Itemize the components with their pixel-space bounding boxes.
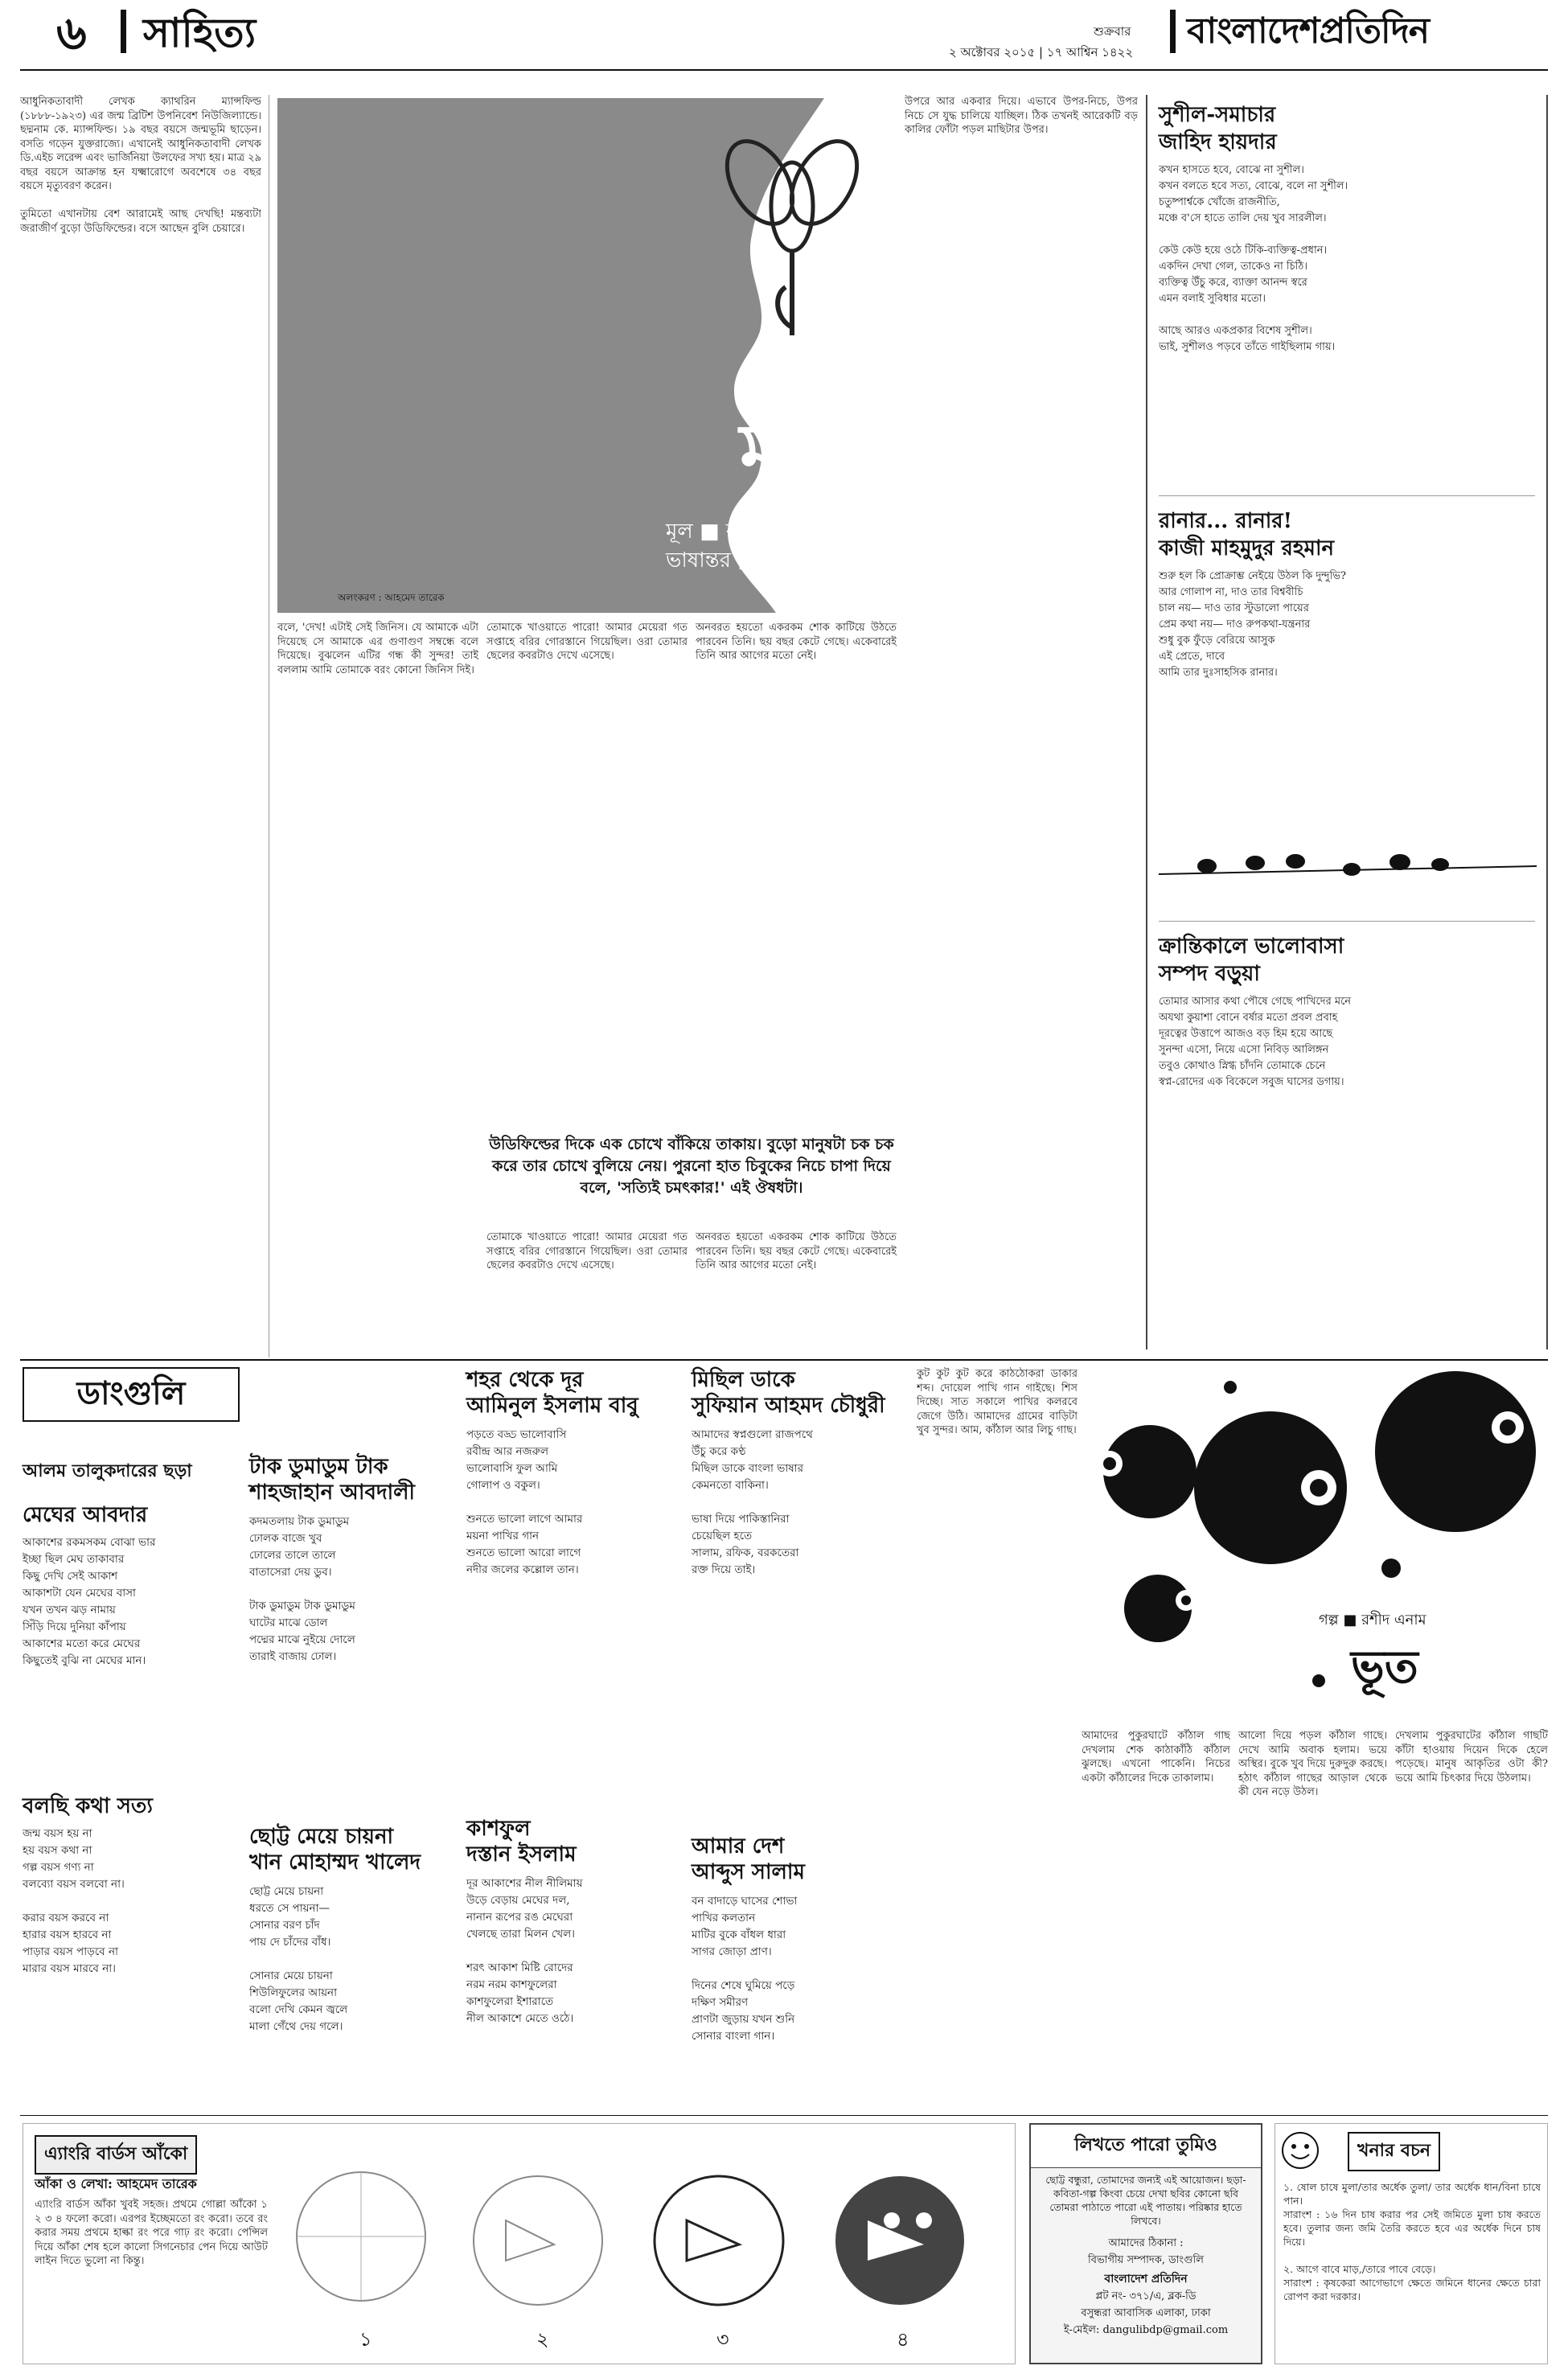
poem-title: কাশফুল (466, 1817, 531, 1841)
story-column: তোমাকে খাওয়াতে পারো! আমার মেয়েরা গত সপ্তাহে বরির গোরস্তানে গিয়েছিল। ওরা তোমার ছেলের কবরটাও দেখে এসেছে। (486, 622, 688, 662)
story-title: মাছি (740, 407, 868, 494)
poem-author: সম্পদ বড়ুয়া (1159, 962, 1260, 986)
address-paper: বাংলাদেশ প্রতিদিন (1104, 2273, 1188, 2286)
poem-body: বন বাদাড়ে ঘাসের শোভা পাখির কলতান মাটির বুকে বাঁধল ধারা সাগর জোড়া প্রাণ। দিনের শেষে ঘুমিয়ে পড়ে দক্ষিণ সমীরণ প্রাণটা জুড়ায় যখন শুনি সোনার বাংলা গান। (692, 1895, 798, 2043)
poem-author: কাজী মাহমুদুর রহমান (1159, 536, 1335, 561)
kids-poem (249, 1454, 458, 1665)
drawing-tutorial (23, 2123, 1016, 2364)
poem-author: খান মোহাম্মদ খালেদ (249, 1850, 421, 1875)
kids-rhyme (23, 1793, 240, 1978)
ghost-eyes-illustration (1077, 1367, 1548, 1713)
poem-title: ছোট্ট মেয়ে চায়না (249, 1825, 394, 1849)
section-rule (20, 1359, 1548, 1361)
header-divider (121, 10, 126, 53)
poem-title: শহর থেকে দূর (466, 1368, 584, 1392)
kids-poem (692, 1367, 909, 1579)
newspaper-masthead: বাংলাদেশপ্রতিদিন (1187, 10, 1429, 51)
birds-on-wire-illustration (1159, 818, 1537, 906)
angry-bird-steps-illustration (281, 2132, 1004, 2357)
story-column: আমাদের পুকুরঘাটে কাঁঠাল গাছ দেখলাম শেক কাঠাকাঁঠি কাঁঠাল ঝুলছে। এখনো পাকেনি। নিচের একটা কাঁঠালের দিকে তাকালাম। (1082, 1730, 1230, 1785)
address-dept: বিভাগীয় সম্পাদক, ডাংগুলি (1088, 2254, 1204, 2266)
story-column: অনবরত হয়তো একরকম শোক কাটিয়ে উঠতে পারবেন তিনি। ছয় বছর কেটে গেছে। একেবারেই তিনি আর আগের মতো নেই। (696, 622, 897, 662)
kids-rhyme (23, 1502, 240, 1670)
poem-author: সুফিয়ান আহমদ চৌধুরী (692, 1394, 885, 1418)
tutorial-credit: আঁকা ও লেখা: আহমেদ তারেক (35, 2176, 197, 2191)
sidebar-poems (1146, 95, 1548, 1349)
poem-body: কখন হাসতে হবে, বোঝে না সুশীল। কখন বলতে হবে সত্য, বোঝে, বলে না সুশীল। চতুষ্পার্শ্বকে খোঁজে রাজনীতি, মঞ্চে ব'সে হাতে তালি দেয় খুব সারলীল। কেউ কেউ হয়ে ওঠে টিকি-ব্যক্তিত্ব-প্রধান। একদিন দেখা গেল, তাকেও না চিঠি। ব্যক্তিত্ব উঁচু করে, ব্যাক্তা আনন্দ স্বরে এমন বলাই সুবিধার মতো। আছে আরও একপ্রকার বিশেষ সুশীল। ভাই, সুশীলও পড়বে তাঁতে গাইছিলাম গায়। (1159, 164, 1348, 353)
address-plot: প্লট নং- ৩৭১/এ, ব্লক-ডি (1095, 2290, 1197, 2302)
header-day: শুক্রবার (1094, 24, 1131, 39)
poem-title: ক্রান্তিকালে ভালোবাসা (1159, 934, 1344, 959)
poem-body: তোমার আসার কথা পৌষে গেছে পাখিদের মনে অযথা কুয়াশা বোনে বর্ষার মতো প্রবল প্রবাহ দূরত্বের উত্তাপে আজও বড় হিম হয়ে আছে সুনন্দা এসো, নিয়ে এসো নিবিড় আলিঙ্গন তবুও কোথাও স্নিগ্ধ চাঁদনি তোমাকে চেনে স্বপ্ন-রোদের এক বিকেলে সবুজ ঘাসের ডগায়। (1159, 996, 1352, 1088)
header-divider (1170, 10, 1176, 53)
poem-body: আমাদের স্বপ্নগুলো রাজপথে উঁচু করে কণ্ঠ মিছিল ডাকে বাংলা ভাষার কেমনতো বাকিনা। ভাষা দিয়ে পাকিস্তানিরা চেয়েছিল হতে সালাম, রফিক, বরকতেরা রক্ত দিয়ে তাই। (692, 1428, 813, 1576)
rhyme-heading: আলম তালুকদারের ছড়া (23, 1460, 192, 1481)
pull-quote: উডিফিল্ডের দিকে এক চোখে বাঁকিয়ে তাকায়। বুড়ো মানুষটা চক চক করে তার চোখে বুলিয়ে নেয়। পুরনো হাত চিবুকের নিচে চাপা দিয়ে বলে, 'সত্যিই চমৎকার!' এই ঔষধটা। (489, 1136, 894, 1197)
submission-text: ছোট্ট বন্ধুরা, তোমাদের জন্যই এই আয়োজন। ছড়া-কবিতা-গল্প কিংবা চেয়ে দেখা ছবির কোনো ছবি তোমরা পাঠাতে পারো এই পাতায়। পরিষ্কার হাতে লিখবে। (1045, 2174, 1246, 2227)
step-number: ৩ (716, 2328, 729, 2351)
khona-text: ১. ষোল চাষে মুলা/তার অর্ধেক তুলা/ তার অর্ধেক ধান/বিনা চাষে পান। সারাংশ : ১৬ দিন চাষ করার পর সেই জমিতে মুলা চাষ করতে হবে। তুলার জন্য জমি তৈরি করতে হবে এর অর্ধেক দিনে চাষ দিয়ে। ২. আগে বাবে মাড়,/তারে পাবে বেড়ে। সারাংশ : কৃষকেরা আগেভাগে ক্ষেতে জমিনে ধানের ক্ষেতে চারা রোপণ করা দরকার। (1283, 2181, 1541, 2302)
page-number: ৬ (56, 6, 87, 60)
story-column: অনবরত হয়তো একরকম শোক কাটিয়ে উঠতে পারবেন তিনি। ছয় বছর কেটে গেছে। একেবারেই তিনি আর আগের মতো নেই। (696, 1231, 897, 1271)
section-title: সাহিত্য (143, 9, 257, 56)
story-column: দেখলাম পুকুরঘাটের কাঁঠাল গাছটি কাঁটা হাওয়ায় দিয়েন দিকে হেলে পড়েছে। মানুষ আকৃতির ওটা কী? ভয়ে আমি চিৎকার দিয়ে উঠলাম। (1395, 1730, 1548, 1785)
contact-email[interactable]: ই-মেইল: dangulibdp@gmail.com (1063, 2324, 1229, 2336)
poem-body: কদমতলায় টাক ডুমাডুম ঢোলক বাজে খুব ঢোলের তালে তালে বাতাসেরা দেয় ডুব। টাক ডুমাডুম টাক ডুমাডুম ঘাটের মাঝে ডোল পদ্মের মাঝে নুইয়ে দোলে তারাই বাজায় ঢোল। (249, 1515, 355, 1663)
poem-body: দূর আকাশের নীল নীলিমায় উড়ে বেড়ায় মেঘের দল, নানান রূপের রঙ মেঘেরা খেলছে তারা মিলন খেল। শরৎ আকাশ মিষ্টি রোদের নরম নরম কাশফুলেরা কাশফুলেরা ইশারাতে নীল আকাশে মেতে ওঠে। (466, 1877, 583, 2025)
kids-poem (466, 1367, 675, 1579)
submission-box (1029, 2123, 1262, 2364)
poem-body: পড়তে বড্ড ভালোবাসি রবীন্দ্র আর নজরুল ভালোবাসি ফুল আমি গোলাপ ও বকুল। শুনতে ভালো লাগে আমার ময়না পাখির গান শুনতে ভালো আরো লাগে নদীর জলের কল্লোল তান। (466, 1428, 583, 1576)
header-date: ২ অক্টোবর ২০১৫ | ১৭ আশ্বিন ১৪২২ (949, 45, 1134, 60)
poem-author: শাহজাহান আবদালী (249, 1481, 415, 1505)
poem-author: আমিনুল ইসলাম বাবু (466, 1394, 638, 1418)
header-rule (20, 69, 1548, 71)
submission-title: লিখতে পারো তুমিও (1031, 2125, 1261, 2168)
poem-body: ছোট্ট মেয়ে চায়না ধরতে সে পায়না— সোনার বরণ চাঁদ পায় দে চাঁদের বাঁধ। সোনার মেয়ে চায়না শিউলিফুলের আয়না বলো দেখি কেমন জ্বলে মালা গেঁথে দেয় গলে। (249, 1885, 348, 2033)
story-column: আলো দিয়ে পড়ল কাঁঠাল গাছে। দেখে আমি অবাক হলাম। ভয়ে অস্থির। বুকে খুব দিয়ে দুরুদুরু করছে। হঠাৎ কাঁঠাল গাছের আড়াল থেকে কী যেন নড়ে উঠল। (1238, 1730, 1387, 1798)
step-number: ১ (359, 2328, 372, 2351)
kids-poem (249, 1824, 458, 2035)
address-area: বসুন্ধরা আবাসিক এলাকা, ঢাকা (1081, 2307, 1211, 2319)
step-number: ২ (536, 2328, 549, 2351)
poem-author: দস্তান ইসলাম (466, 1842, 577, 1867)
khona-title: খনার বচন (1348, 2132, 1440, 2171)
rhyme-body: আকাশের রকমসকম বোঝা ভার ইচ্ছা ছিল মেঘ তাকাবার কিছু দেখি সেই আকাশ আকাশটা যেন মেঘের বাসা যখন তখন ঝড় নামায় সিঁড়ি দিয়ে দুনিয়া কাঁপায় আকাশের মতো করে মেঘের কিছুতেই বুঝি না মেঘের মান। (23, 1536, 156, 1667)
khona-box (1275, 2123, 1548, 2364)
kids-poem (692, 1834, 909, 2045)
kids-section-logo: ডাংগুলি (23, 1367, 240, 1422)
poem-title: আমার দেশ (692, 1834, 785, 1859)
rhyme-body: জন্ম বয়স হয় না হয় বয়স কথা না গল্প বয়স গণ্য না বলব্যো বয়স বলবো না। করার বয়স করবে না হারার বয়স হারবে না পাড়ার বয়স পাড়বে না মারার বয়স মারবে না। (23, 1827, 125, 1975)
poem-title: রানার... রানার! (1159, 509, 1293, 533)
story-column: তোমাকে খাওয়াতে পারো! আমার মেয়েরা গত সপ্তাহে বরির গোরস্তানে গিয়েছিল। ওরা তোমার ছেলের কবরটাও দেখে এসেছে। (486, 1231, 688, 1271)
story-author-credit: মূল ■ ক্যাথরিন ম্যান্সফিল্ড (666, 520, 883, 544)
section-rule (20, 2115, 1548, 2116)
story-column: উপরে আর একবার দিয়ে। এভাবে উপর-নিচে, উপর নিচে সে যুদ্ধ চালিয়ে যাচ্ছিল। ঠিক তখনই আরেকটি বড় কালির ফোঁটা পড়ল মাছিটার উপর। (905, 96, 1138, 136)
poem-title: মিছিল ডাকে (692, 1368, 795, 1392)
tutorial-title: এ্যাংরি বার্ডস আঁকো (35, 2135, 197, 2175)
poem-author: জাহিদ হায়দার (1159, 130, 1277, 154)
story-title: ভূত (1351, 1641, 1418, 1694)
poem-body: শুরু হল কি প্রোক্রাম্ভ নেইয়ে উঠল কি দুন্দুভি? আর গোলাপ না, দাও তার বিশ্ববীচি চাল নয়— দাও তার স্টুডালো পায়ের প্রেম কথা নয়— দাও রুপকথা-যন্ত্রনার শুধু বুক ফুঁড়ে বেরিয়ে আসুক এই প্রেতে, দাবে আমি তার দুঃসাহসিক রানার। (1159, 570, 1346, 679)
address-label: আমাদের ঠিকানা : (1108, 2237, 1184, 2249)
smiley-icon (1280, 2130, 1320, 2171)
kids-poem (466, 1816, 675, 2027)
story-intro-column: আধুনিকতাবাদী লেখক ক্যাথরিন ম্যান্সফিল্ড (১৮৮৮-১৯২৩) এর জন্ম ব্রিটিশ উপনিবেশ নিউজিল্যান্ডে। ছদ্মনাম কে. ম্যান্সফিল্ড। ১৯ বছর বয়সে জন্মভূমি ছাড়েন। বসতি গড়েন যুক্তরাজ্যে। এখানেই আধুনিকতাবাদী লেখক ডি.এইচ লরেন্স এবং ভার্জিনিয়া উলফের সখ্য হয়। মাত্র ২৯ বছর বয়সে আক্রান্ত হন যক্ষ্মারোগে অবশেষে ৩৪ বছর বয়সে মৃত্যুবরণ করেন। তুমিতো এখানটায় বেশ আরামেই আছ দেখছি! মন্তব্যটা জরাজীর্ণ বুড়ো উডিফিল্ডের। বসে আছেন বুলি চেয়ারে। (20, 96, 261, 235)
tutorial-text: এ্যাংরি বার্ডস আঁকা খুবই সহজ। প্রথমে গোল্লা আঁকো ১ ২ ৩ ৪ ফলো করো। এরপর ইচ্ছেমতো রং করো। তবে রং করার সময় প্রথমে হাল্কা রং পরে গাঢ় রং করো। পেন্সিল দিয়ে আঁকা শেষ হলে কালো সিগনেচার পেন দিয়ে আউট লাইন দিতে ভুলো না কিন্তু। (35, 2199, 268, 2267)
story-author-credit: গল্প ■ রশীদ এনাম (1319, 1612, 1426, 1629)
story-column: কুট কুট কুট করে কাঠঠোকরা ডাকার শব্দ। দোয়েল পাখি গান গাইছে। শিস দিচ্ছে। সাত সকালে পাখির কলরবে জেগে উঠি। আমাদের গ্রামের বাড়িটা খুব সুন্দর। আম, কাঁঠাল আর লিচু গাছ। (917, 1368, 1077, 1436)
rhyme-title: মেঘের আবদার (23, 1503, 148, 1527)
poem-author: আব্দুস সালাম (692, 1860, 805, 1884)
step-number: ৪ (897, 2328, 909, 2351)
poem-title: সুশীল-সমাচার (1159, 103, 1276, 127)
story-translator-credit: ভাষান্তর ■ নেয়ামত উল্যাহ ভূইয়া (666, 548, 944, 573)
poem-title: টাক ডুমাডুম টাক (249, 1455, 388, 1479)
illustration-credit: অলংকরণ : আহমেদ তারেক (338, 592, 445, 603)
story-column: বলে, 'দেখ! এটাই সেই জিনিস। যে আমাকে এটা দিয়েছে সে আমাকে এর গুণাগুণ সম্বন্ধে বলে দিয়েছে। বুঝলেন এটির গন্ধ কী সুন্দর! তাই বললাম আমি তোমাকে বরং কোনো জিনিস দিই। (277, 622, 478, 676)
rhyme-title: বলছি কথা সত্য (23, 1794, 153, 1818)
